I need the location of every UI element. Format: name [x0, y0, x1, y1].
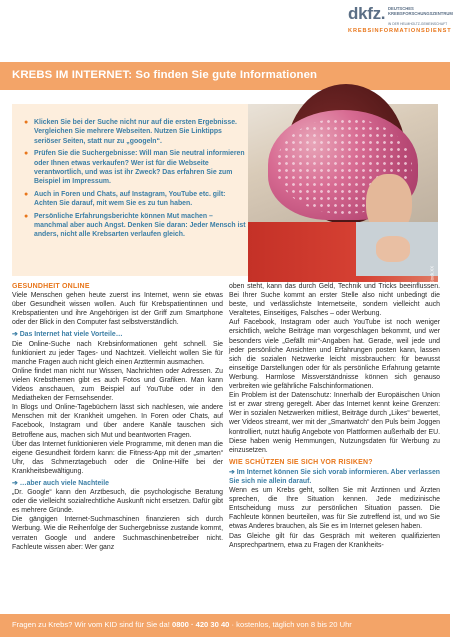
logo-mark: dkfz. — [348, 4, 386, 23]
subheading-text: …aber auch viele Nachteile — [19, 479, 109, 487]
right-column — [229, 282, 440, 550]
paragraph: oben steht, kann das durch Geld, Technik und Tricks beeinflussen. Bei Ihrer Suche kommt an erster Stelle also nicht unbedingt die beste, und verlässlichste Internetseite, sondern vielleicht auch Veraltetes, Einseitiges, Falsches – oder Werbung. — [229, 283, 440, 318]
tip-text: Klicken Sie bei der Suche nicht nur auf die ersten Ergebnisse. Vergleichen Sie mehrere Webseiten. Nutzen Sie Linktipps seriöser Seiten, statt nur zu „googeln“. — [34, 119, 237, 145]
logo-service-name: KREBSINFORMATIONSDIENST — [348, 28, 452, 34]
paragraph: Wenn es um Krebs geht, sollten Sie mit Ärztinnen und Ärzten sprechen, die Ihre Situation kennen. Jede medizinische Entscheidung muss zur persönlichen Situation passen. Die Fachleute können beurteilen, was für Sie zutreffend ist, und wo Sie etwas Anderes brauchen, als Sie es im Internet gelesen haben. — [229, 487, 440, 531]
subheading — [229, 468, 440, 486]
section-heading: GESUNDHEIT ONLINE — [12, 283, 90, 290]
photo-credit: Foto: – Stock.XX — [429, 266, 434, 298]
logo-org-line-2: KREBSFORSCHUNGSZENTRUM — [388, 11, 453, 16]
section-heading: WIE SCHÜTZEN SIE SICH VOR RISIKEN? — [229, 458, 373, 466]
page-title: KREBS IM INTERNET: So finden Sie gute Informationen — [12, 69, 318, 81]
paragraph: Viele Menschen gehen heute zuerst ins Internet, wenn sie etwas über Gesundheit wissen wollen. Auch für Krebspatientinnen und Krebspatienten und ihre Angehörigen ist der Griff zum Smartphone oder der Blick in den Computer fast selbstverständlich. — [12, 292, 223, 327]
arrow-right-icon: ➔ — [12, 331, 20, 339]
paragraph: Auf Facebook, Instagram oder auch YouTube ist noch weniger ersichtlich, welche Beiträge man vorgeschlagen bekommt, und wer besonders viele „Gefällt mir“-Angaben hat. Gerade, weil jede und jeder persönliche Ansichten und Erfahrungen posten kann, lassen sich die sozialen Netzwerke leicht missbrauchen: für bewusst einseitige Darstellungen oder für als persönliche Erfahrung getarnte Werbung. Harmlose Missverständnisse können sich genauso verbreiten wie gefährliche Falschinformationen. — [229, 319, 440, 391]
photo-hand — [376, 236, 410, 262]
bullet-icon: ● — [24, 119, 29, 126]
tip-item — [24, 149, 246, 187]
paragraph: Die Online-Suche nach Krebsinformationen geht schnell. Sie funktioniert zu jeder Tages- und Nachtzeit. Vielleicht wollen Sie für manche Fragen auch nicht gleich einen Arzttermin ausmachen. — [12, 340, 223, 366]
tip-item — [24, 212, 246, 240]
subheading-text: Das Internet hat viele Vorteile… — [19, 331, 123, 339]
footer-text — [12, 620, 352, 629]
tips-list — [24, 118, 246, 243]
arrow-right-icon: ➔ — [229, 468, 237, 476]
subheading — [12, 479, 223, 488]
tip-item — [24, 118, 246, 146]
tip-text: Persönliche Erfahrungsberichte können Mut machen – manchmal aber auch Angst. Denken Sie daran: Jeder Mensch ist anders, nicht alle Krebsarten verlaufen gleich. — [34, 212, 246, 239]
tip-text: Auch in Foren und Chats, auf Instagram, YouTube etc. gilt: Achten Sie darauf, mit wem Sie es zu tun haben. — [34, 190, 226, 208]
subheading — [12, 330, 223, 339]
arrow-right-icon: ➔ — [12, 479, 20, 487]
paragraph: Ein Problem ist der Datenschutz: Innerhalb der Europäischen Union ist er zwar streng geregelt. Aber das Internet kennt keine Grenzen: Wer in sozialen Netzwerken mitliest, Beiträge durch „Likes“ bewertet, wer Videos streamt, wer mit der „Smartwatch“ den Puls beim Joggen kontrolliert, nutzt häufig Angebote von Plattformen außerhalb der EU. Diese haben wenig Hemmungen, Nutzungsdaten für Werbung zu einzusetzen. — [229, 392, 440, 454]
logo-org-line-1: DEUTSCHES — [388, 6, 414, 11]
bullet-icon: ● — [24, 150, 29, 158]
footer-phone[interactable]: 0800 · 420 30 40 — [171, 620, 230, 629]
paragraph: „Dr. Google“ kann den Arztbesuch, die psychologische Beratung oder die vielleicht sozialrechtliche Auskunft nicht ersetzen. Dafür gibt es mehrere Gründe. — [12, 489, 223, 515]
tip-text: Prüfen Sie die Suchergebnisse: Will man Sie neutral informieren oder Ihnen etwas verkaufen? Wer ist für die Webseite verantwortlich, und was ist ihr Zweck? Das erfahren Sie zum Beispiel im Impressum. — [34, 150, 245, 186]
paragraph: Online findet man nicht nur Wissen, Nachrichten oder Adressen. Zu vielen Krebsthemen gibt es auch Fotos und Grafiken. Man kann Videos anschauen, zum Beispiel auf YouTube oder in den Mediatheken der Fernsehsender. — [12, 367, 223, 403]
logo-organization — [388, 6, 453, 16]
footer-hours: · kostenlos, täglich von 8 bis 20 Uhr — [231, 620, 352, 629]
logo-org-sub: IN DER HELMHOLTZ-GEMEINSCHAFT — [388, 22, 448, 26]
paragraph: Die gängigen Internet-Suchmaschinen finanzieren sich durch Werbung. Wie die Reihenfolge der Suchergebnisse zustande kommt, verraten Google und andere Suchmaschinenbetreiber nicht. Fachleute wissen aber: Wer ganz — [12, 516, 223, 551]
title-band — [0, 62, 450, 90]
bullet-icon: ● — [24, 190, 29, 198]
footer-band — [0, 614, 450, 637]
dkfz-logo — [348, 4, 453, 45]
paragraph: In Blogs und Online-Tagebüchern lässt sich nachlesen, wie andere Menschen mit der Krankheit umgehen. In Foren oder Chats, auf Facebook, Instagram und über andere Kanäle tauschen sich Betroffene aus, machen sich Mut und beantworten Fragen. — [12, 404, 223, 439]
paragraph: Über das Internet funktionieren viele Programme, mit denen man die eigene Gesundheit fördern kann: die Fitness-App mit der „smarten“ Uhr, das Schmerztagebuch oder die Online-Hilfe bei der Krankheitsbewältigung. — [12, 440, 223, 475]
woman-at-laptop-photo — [248, 104, 438, 298]
footer-question: Fragen zu Krebs? Wir vom KID sind für Sie da! — [12, 620, 170, 629]
bullet-icon: ● — [24, 212, 29, 220]
left-column — [12, 282, 223, 552]
subheading-text: Im Internet können Sie sich vorab informieren. Aber verlassen Sie sich nie allein darauf. — [229, 468, 440, 485]
paragraph: Das Gleiche gilt für das Gespräch mit weiteren qualifizierten Ansprechpartnern, etwa zu Fragen der Krankheits- — [229, 532, 440, 549]
tip-item — [24, 190, 246, 209]
